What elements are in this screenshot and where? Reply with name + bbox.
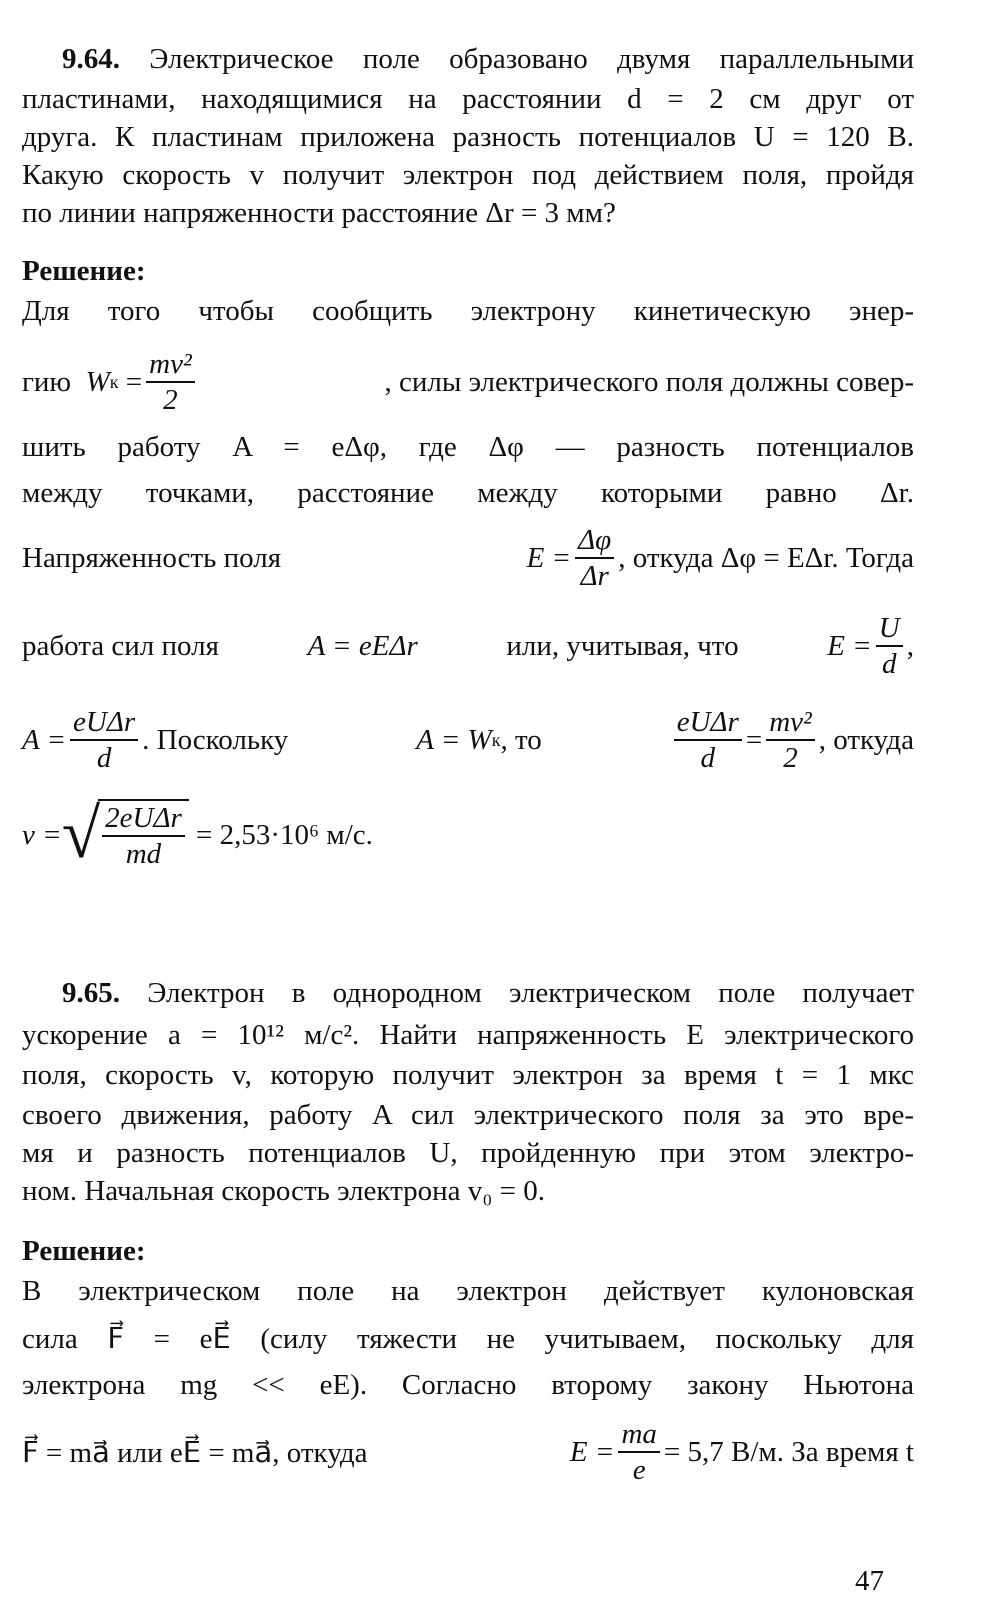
sqrt-icon: √: [61, 796, 101, 873]
solution-964-line-4: между точками, расстояние между которыми равно Δr.: [22, 477, 914, 509]
solution-964-line-1: Для того чтобы сообщить электрону кинетическую энер-: [22, 295, 914, 327]
solution-964-line-6: [22, 602, 914, 690]
problem-964-number: 9.64.: [62, 43, 120, 75]
fraction-numerator: ma: [618, 1417, 659, 1453]
fraction-numerator: U: [876, 611, 903, 647]
square-root: [61, 796, 189, 873]
formula-a-eq-w: A = W: [416, 723, 492, 756]
problem-964-line-3: друга. К пластинам приложена разность потенциалов U = 120 В.: [22, 121, 914, 153]
text-segment: = 5,7 В/м. За время t: [663, 1435, 914, 1468]
field-strength-formula: [527, 523, 914, 593]
fraction-numerator: 2eUΔr: [102, 801, 185, 837]
text-segment: , откуда Δφ = EΔr. Тогда: [618, 541, 914, 574]
work-formula: A = eEΔr: [307, 629, 418, 662]
work-eudr-formula: [22, 705, 288, 775]
formula-lhs: E =: [569, 1435, 615, 1468]
solution-964-line-7: [22, 696, 914, 784]
formula-lhs: E =: [526, 541, 572, 574]
text-segment: гию: [22, 365, 72, 398]
fraction-numerator: eUΔr: [70, 705, 138, 741]
solution-964-line-3: шить работу A = eΔφ, где Δφ — разность потенциалов: [22, 431, 914, 463]
fraction-denominator: 2: [783, 742, 798, 774]
problem-965-text-1: Электрон в однородном электрическом поле получает: [147, 977, 914, 1009]
problem-964-line-2: пластинами, находящимися на расстоянии d = 2 см друг от: [22, 83, 914, 115]
problem-965-line-2: ускорение a = 10¹² м/с². Найти напряженность E электрического: [22, 1019, 914, 1051]
velocity-result: = 2,53·10⁶ м/с.: [196, 818, 373, 851]
solution-964-line-2: [22, 338, 914, 426]
solution-964-line-5: [22, 514, 914, 602]
solution-965-line-1: В электрическом поле на электрон действует кулоновская: [22, 1275, 914, 1307]
fraction-numerator: Δφ: [575, 523, 614, 559]
fraction-denominator: d: [96, 742, 112, 774]
kinetic-energy-formula: [22, 347, 199, 417]
text-segment: , силы электрического поля должны совер-: [384, 365, 914, 398]
fraction-ma-over-e: [618, 1417, 659, 1487]
fraction-mv2-over-2: [146, 347, 195, 417]
fraction-eudr-over-d: [674, 705, 742, 775]
subscript-k: к: [491, 729, 501, 750]
work-equals-energy: [416, 724, 541, 757]
problem-965-number: 9.65.: [62, 977, 120, 1009]
fraction-denominator: md: [125, 838, 162, 870]
text-segment: F⃗ = ma⃗ или eE⃗ = ma⃗, откуда: [22, 1436, 368, 1469]
problem-965-line-1: [62, 974, 914, 1012]
problem-964-line-4: Какую скорость v получит электрон под действием поля, пройдя: [22, 159, 914, 191]
fraction-denominator: 2: [163, 384, 178, 416]
solution-964-heading: Решение:: [22, 255, 146, 287]
problem-965-line-5: мя и разность потенциалов U, пройденную при этом электро-: [22, 1137, 914, 1169]
equals-sign: =: [125, 365, 143, 398]
formula-lhs: v =: [22, 818, 62, 851]
problem-965-line-3: поля, скорость v, которую получит электрон за время t = 1 мкс: [22, 1059, 914, 1091]
solution-965-heading: Решение:: [22, 1235, 146, 1267]
problem-964-text-1: Электрическое поле образовано двумя параллельными: [149, 43, 914, 75]
page-number: 47: [855, 1565, 884, 1597]
text-segment: Напряженность поля: [22, 541, 282, 574]
fraction-mv2-over-2: [766, 705, 815, 775]
fraction-denominator: d: [881, 648, 897, 680]
fraction-denominator: e: [632, 1454, 646, 1486]
fraction-dphi-over-dr: [575, 523, 614, 593]
equals-sign: =: [745, 723, 763, 756]
text-segment: ,: [906, 629, 914, 662]
problem-964-line-1: [62, 40, 914, 78]
energy-balance-formula: [670, 705, 914, 775]
text-segment: , откуда: [818, 723, 914, 756]
fraction-numerator: mv²: [766, 705, 815, 741]
problem-964-line-5: по линии напряженности расстояние Δr = 3 мм?: [22, 197, 616, 229]
problem-965-line-6: ном. Начальная скорость электрона v₀ = 0.: [22, 1175, 545, 1207]
field-u-over-d-formula: [827, 611, 914, 681]
solution-965-line-3: электрона mg << eE). Согласно второму закону Ньютона: [22, 1369, 914, 1401]
fraction-numerator: mv²: [146, 347, 195, 383]
symbol-w: W: [85, 365, 110, 398]
text-segment: работа сил поля: [22, 629, 219, 662]
text-segment: , то: [500, 723, 542, 756]
solution-964-line-8: [22, 790, 914, 880]
text-segment: . Поскольку: [142, 723, 289, 756]
fraction-numerator: eUΔr: [674, 705, 742, 741]
fraction-eudr-over-d: [70, 705, 138, 775]
fraction-u-over-d: [876, 611, 903, 681]
field-ma-over-e-formula: [570, 1417, 914, 1487]
solution-965-line-2: сила F⃗ = eE⃗ (силу тяжести не учитываем, поскольку для: [22, 1323, 914, 1355]
text-segment: или, учитывая, что: [506, 629, 739, 662]
problem-965-line-4: своего движения, работу A сил электрического поля за это вре-: [22, 1099, 914, 1131]
formula-lhs: A =: [22, 723, 67, 756]
subscript-k: к: [109, 371, 119, 392]
formula-lhs: E =: [827, 629, 872, 662]
fraction-denominator: d: [700, 742, 716, 774]
solution-965-line-4: [22, 1408, 914, 1496]
fraction-denominator: Δr: [580, 560, 609, 592]
sqrt-radicand: [98, 799, 189, 871]
